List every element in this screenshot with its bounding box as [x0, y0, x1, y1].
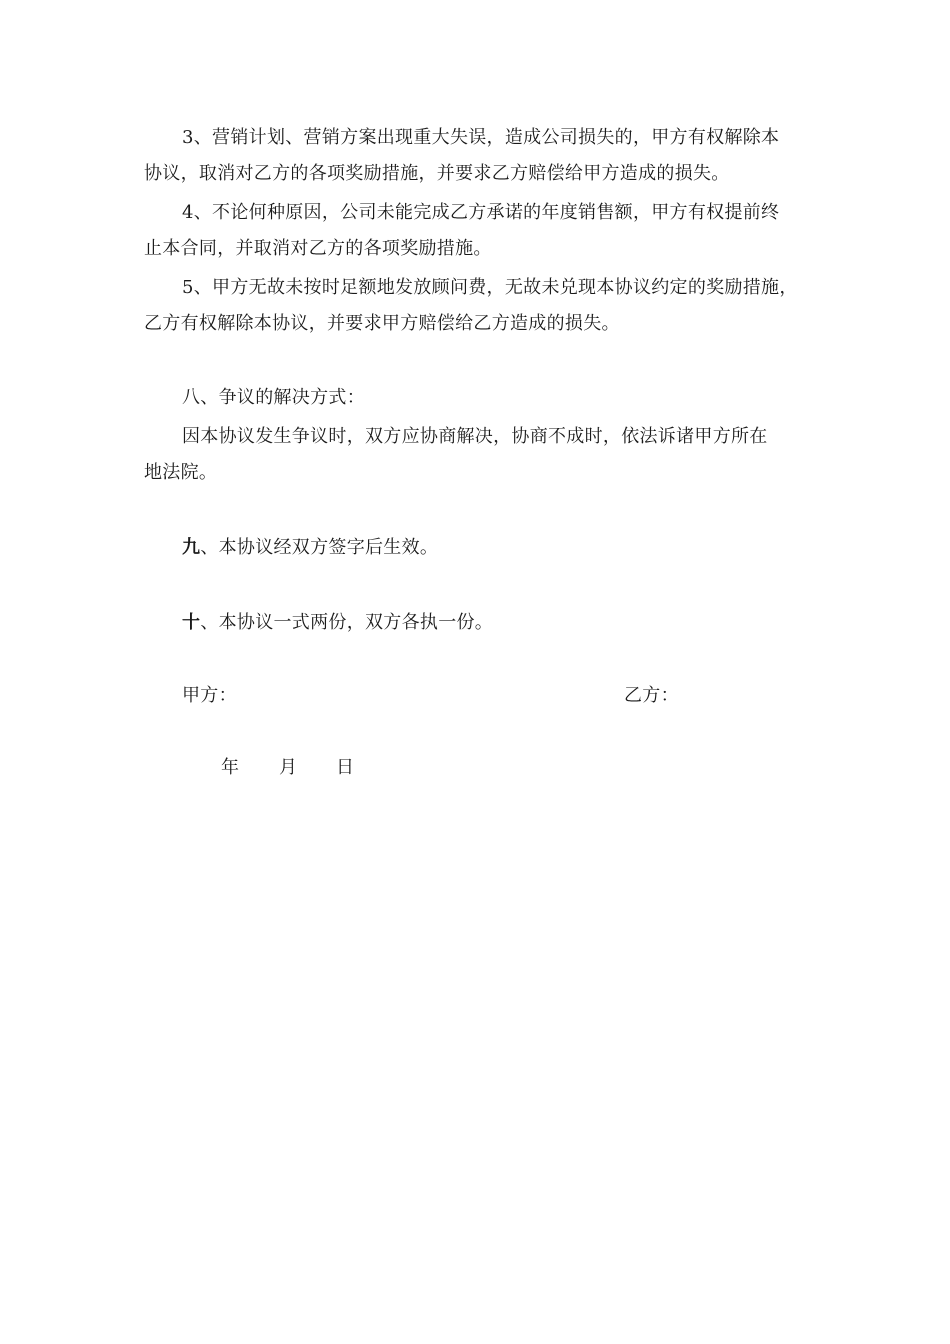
party-a-signature-label: 甲方： [182, 685, 237, 706]
date-year-label: 年 [221, 757, 240, 778]
section-8-heading: 八、争议的解决方式： [182, 387, 365, 408]
section-9-number: 九 [182, 537, 201, 558]
section-8-body-line-2: 地法院。 [144, 462, 218, 483]
section-10-number: 十 [182, 612, 201, 633]
clause-5-line-2: 乙方有权解除本协议，并要求甲方赔偿给乙方造成的损失。 [144, 313, 620, 334]
clause-3-line-1: 3、营销计划、营销方案出现重大失误，造成公司损失的，甲方有权解除本 [182, 127, 780, 148]
section-10 [182, 611, 493, 635]
date-day-label: 日 [336, 757, 355, 778]
section-9-text: 、本协议经双方签字后生效。 [200, 537, 439, 558]
clause-3-line-2: 协议，取消对乙方的各项奖励措施，并要求乙方赔偿给甲方造成的损失。 [144, 163, 730, 184]
clause-4-line-1: 4、不论何种原因，公司未能完成乙方承诺的年度销售额，甲方有权提前终 [182, 202, 780, 223]
section-8-body-line-1: 因本协议发生争议时，双方应协商解决，协商不成时，依法诉诸甲方所在 [182, 426, 768, 447]
section-10-text: 、本协议一式两份，双方各执一份。 [200, 612, 494, 633]
party-b-signature-label: 乙方： [624, 685, 679, 706]
clause-5-line-1: 5、甲方无故未按时足额地发放顾问费，无故未兑现本协议约定的奖励措施， [182, 277, 798, 298]
clause-4-line-2: 止本合同，并取消对乙方的各项奖励措施。 [144, 238, 492, 259]
section-9 [182, 536, 438, 560]
date-month-label: 月 [279, 757, 298, 778]
